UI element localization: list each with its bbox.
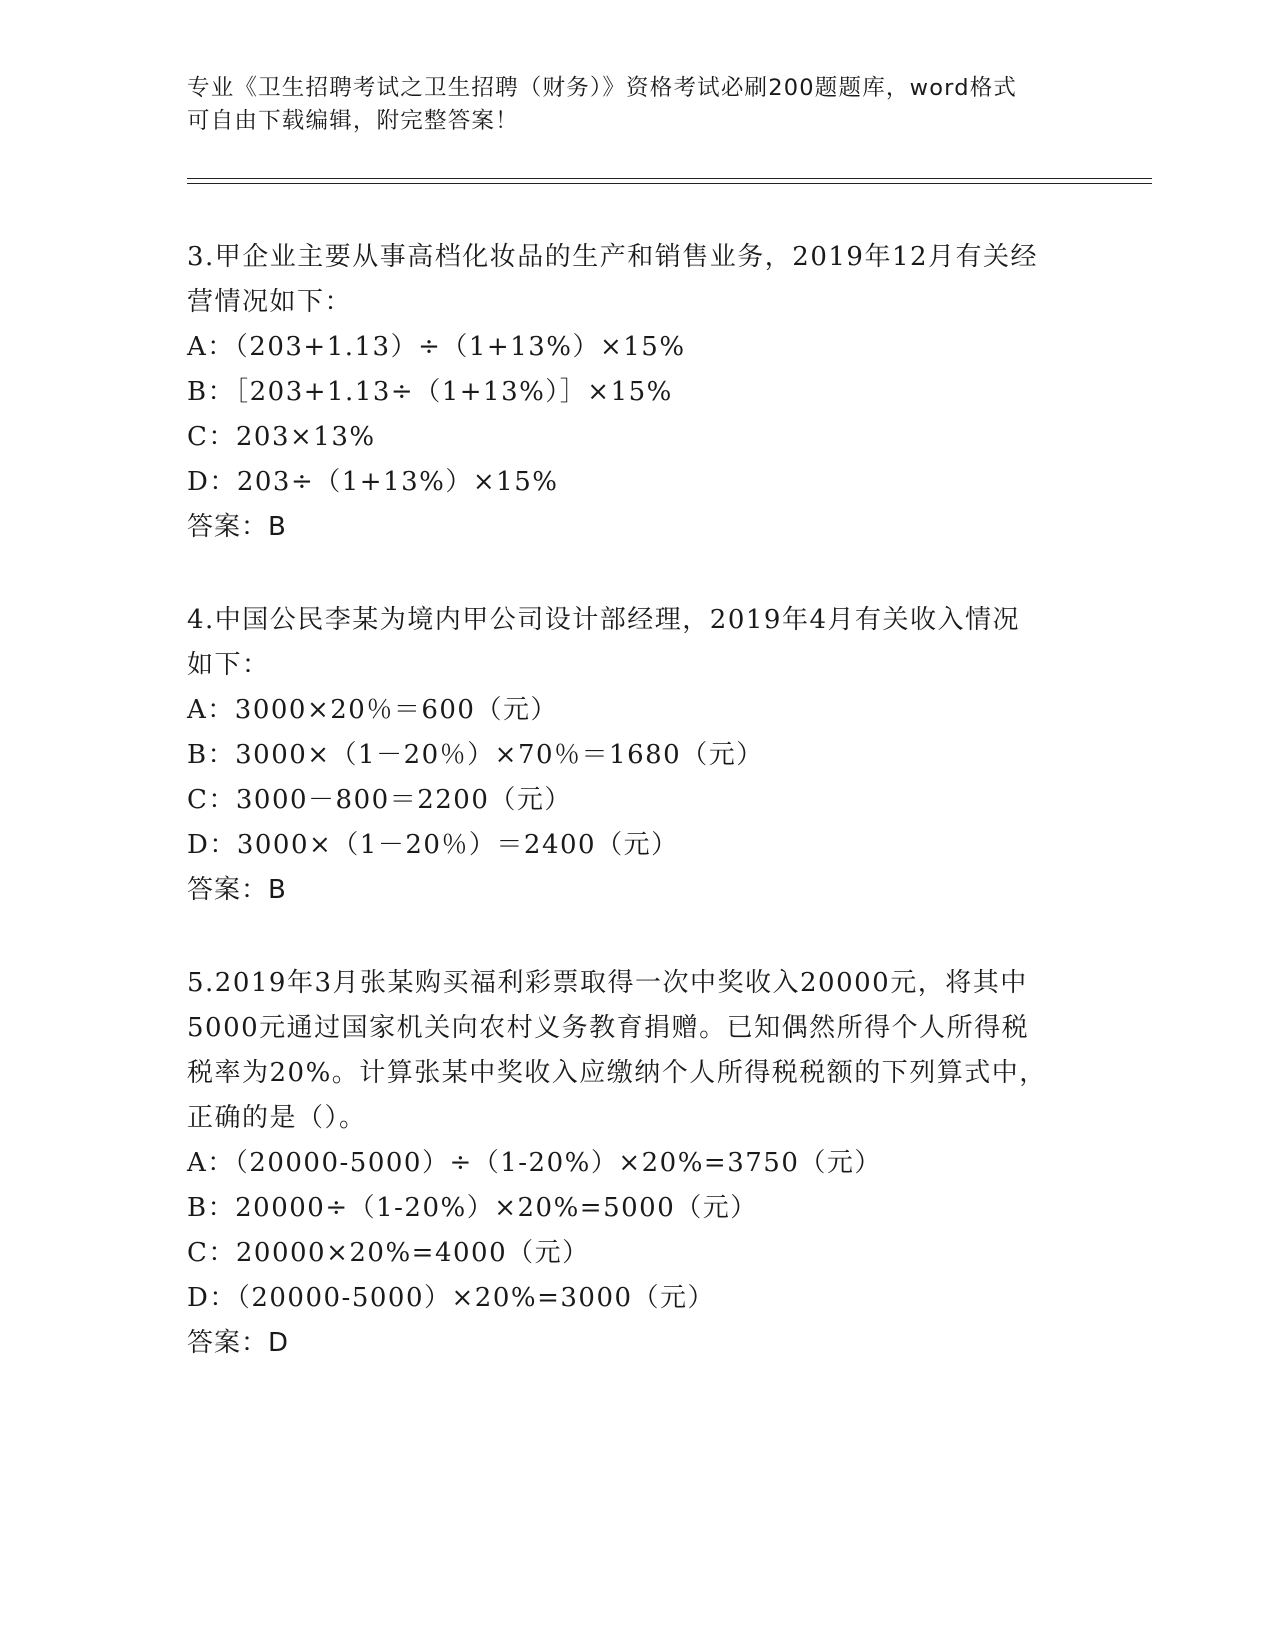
header-line-2: 可自由下载编辑，附完整答案！ <box>187 108 519 134</box>
header-divider-top <box>187 178 1152 179</box>
option-c: C：20000×20%=4000（元） <box>187 1238 590 1268</box>
question-stem-line: 3.甲企业主要从事高档化妆品的生产和销售业务，2019年12月有关经 <box>187 242 1039 272</box>
option-d: D：（20000-5000）×20%=3000（元） <box>187 1283 716 1313</box>
option-c: C：203×13% <box>187 422 376 452</box>
option-c: C：3000－800＝2200（元） <box>187 785 572 815</box>
question-stem-line: 税率为20%。计算张某中奖收入应缴纳个人所得税税额的下列算式中， <box>187 1058 1047 1088</box>
question-5 <box>187 961 1087 1366</box>
answer-label: 答案：B <box>187 875 287 905</box>
option-b: B：［203+1.13÷（1+13%）］×15% <box>187 377 673 407</box>
question-4 <box>187 598 1087 913</box>
option-d: D：3000×（1－20％）＝2400（元） <box>187 830 679 860</box>
question-stem-line: 如下： <box>187 650 270 680</box>
header-divider-bottom <box>187 183 1152 184</box>
option-a: A：（20000-5000）÷（1-20%）×20%=3750（元） <box>187 1148 882 1178</box>
question-stem-line: 5000元通过国家机关向农村义务教育捐赠。已知偶然所得个人所得税 <box>187 1013 1030 1043</box>
question-stem-line: 5.2019年3月张某购买福利彩票取得一次中奖收入20000元，将其中 <box>187 968 1028 998</box>
answer-label: 答案：B <box>187 512 287 542</box>
option-d: D：203÷（1+13%）×15% <box>187 467 559 497</box>
document-header <box>187 72 1067 138</box>
option-a: A：3000×20％＝600（元） <box>187 695 558 725</box>
answer-label: 答案：D <box>187 1328 290 1358</box>
question-stem-line: 4.中国公民李某为境内甲公司设计部经理，2019年4月有关收入情况 <box>187 605 1021 635</box>
option-b: B：20000÷（1-20%）×20%=5000（元） <box>187 1193 758 1223</box>
option-b: B：3000×（1－20％）×70％＝1680（元） <box>187 740 764 770</box>
option-a: A：（203+1.13）÷（1+13%）×15% <box>187 332 686 362</box>
question-3 <box>187 235 1087 550</box>
header-line-1: 专业《卫生招聘考试之卫生招聘（财务）》资格考试必刷200题题库，word格式 <box>187 75 1018 101</box>
question-stem-line: 营情况如下： <box>187 287 353 317</box>
question-stem-line: 正确的是（）。 <box>187 1103 367 1133</box>
